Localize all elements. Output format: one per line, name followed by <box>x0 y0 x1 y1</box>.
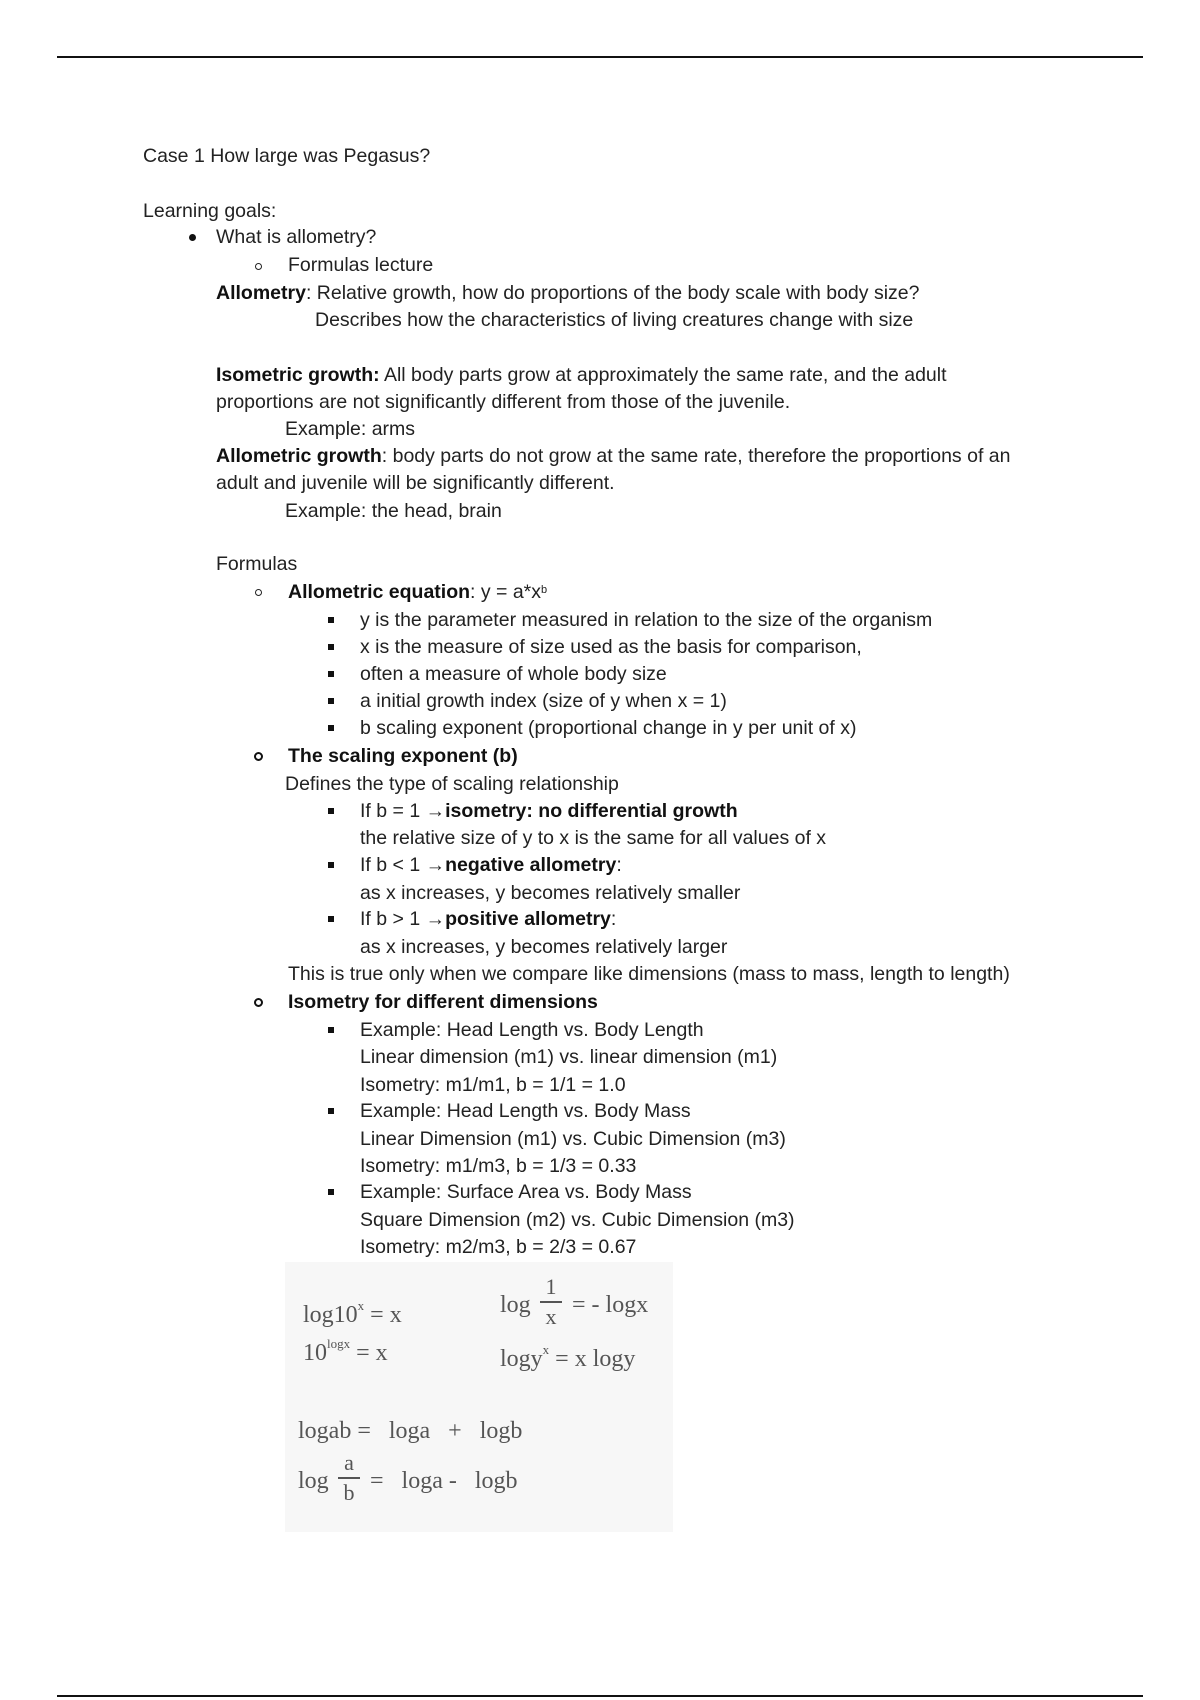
scaling-item-term: negative allometry <box>445 854 617 876</box>
dims-isometry: Isometry: m1/m1, b = 1/1 = 1.0 <box>360 1074 626 1096</box>
dims-description: Linear dimension (m1) vs. linear dimension (m1) <box>360 1046 778 1068</box>
log-rule-4-base: logy <box>500 1346 543 1372</box>
log-rule-3-rhs: = - logx <box>572 1292 649 1318</box>
arrow-right-icon: → <box>425 800 446 822</box>
allometric-def2: adult and juvenile will be significantly different. <box>216 472 615 494</box>
circle-bullet-icon <box>255 589 262 596</box>
equation-bullet: b scaling exponent (proportional change in y per unit of x) <box>360 717 857 739</box>
dims-description: Linear Dimension (m1) vs. Cubic Dimension (m3) <box>360 1128 786 1150</box>
equation-bullet: a initial growth index (size of y when x = 1) <box>360 690 727 712</box>
allometry-description: Describes how the characteristics of living creatures change with size <box>315 309 914 331</box>
scaling-heading-text: The scaling exponent (b) <box>288 745 518 767</box>
isometric-def1: All body parts grow at approximately the same rate, and the adult <box>379 364 947 386</box>
equation-exponent: b <box>541 584 548 596</box>
equation-bullet: often a measure of whole body size <box>360 663 667 685</box>
learning-goals-label: Learning goals: <box>143 200 277 222</box>
arrow-right-icon: → <box>425 908 446 930</box>
scaling-intro: Defines the type of scaling relationship <box>285 773 619 795</box>
log-rule-6-den: b <box>343 1479 355 1505</box>
isometric-def2: proportions are not significantly different from those of the juvenile. <box>216 391 791 413</box>
bullet-dot-icon <box>189 234 196 241</box>
allometric-equation <box>288 579 547 605</box>
isometric-term: Isometric growth: <box>216 364 380 386</box>
log-rule-1 <box>303 1298 402 1329</box>
scaling-item-post: : <box>616 854 622 876</box>
log-rule-2-sup: logx <box>327 1336 351 1351</box>
square-bullet-icon <box>328 808 334 814</box>
log-rule-4 <box>500 1342 636 1373</box>
log-rule-2-base: 10 <box>303 1340 327 1366</box>
formulas-label: Formulas <box>216 553 298 575</box>
arrow-right-icon: → <box>425 854 446 876</box>
dims-isometry: Isometry: m1/m3, b = 1/3 = 0.33 <box>360 1155 637 1177</box>
circle-bullet-icon <box>255 263 262 270</box>
log-rule-6-fraction <box>338 1450 360 1506</box>
isometric-example: Example: arms <box>285 418 416 440</box>
square-bullet-icon <box>328 1108 334 1114</box>
dims-example: Example: Head Length vs. Body Length <box>360 1019 704 1041</box>
log-rule-3-den: x <box>545 1303 557 1329</box>
footer-rule <box>57 1695 1143 1697</box>
log-rule-6-log: log <box>298 1468 329 1494</box>
log-rule-1-sup: x <box>357 1298 365 1313</box>
scaling-item-desc: as x increases, y becomes relatively smaller <box>360 882 741 904</box>
isometric-definition <box>216 362 947 388</box>
allometry-definition <box>216 280 919 306</box>
scaling-item-condition: If b = 1 <box>360 800 426 822</box>
allometric-term: Allometric growth <box>216 445 382 467</box>
square-bullet-icon <box>328 644 334 650</box>
log-rule-4-sup: x <box>542 1342 550 1357</box>
allometric-definition <box>216 443 1010 469</box>
log-rule-1-rhs: = x <box>364 1302 402 1328</box>
scaling-heading <box>288 743 518 769</box>
allometric-example: Example: the head, brain <box>285 500 502 522</box>
dims-example: Example: Surface Area vs. Body Mass <box>360 1181 692 1203</box>
log-rule-2-rhs: = x <box>350 1340 388 1366</box>
square-bullet-icon <box>328 725 334 731</box>
log-rule-3-log: log <box>500 1292 531 1318</box>
square-bullet-icon <box>328 698 334 704</box>
dims-description: Square Dimension (m2) vs. Cubic Dimension (m3) <box>360 1209 795 1231</box>
log-rule-6-rhs: = loga - logb <box>370 1468 518 1494</box>
scaling-note: This is true only when we compare like dimensions (mass to mass, length to length) <box>288 963 1010 985</box>
square-bullet-icon <box>328 1027 334 1033</box>
scaling-item-desc: the relative size of y to x is the same for all values of x <box>360 827 827 849</box>
equation-bullet: y is the parameter measured in relation to the size of the organism <box>360 609 933 631</box>
scaling-item <box>360 852 622 878</box>
goal-item: What is allometry? <box>216 226 377 248</box>
fraction-bar <box>540 1301 562 1303</box>
scaling-item-term: isometry: no differential growth <box>445 800 738 822</box>
allometric-def1: : body parts do not grow at the same rate, therefore the proportions of an <box>381 445 1011 467</box>
log-rule-2 <box>303 1336 388 1367</box>
equation-expr: : y = a*x <box>470 581 542 603</box>
square-bullet-icon <box>328 862 334 868</box>
square-bullet-icon <box>328 1189 334 1195</box>
log-rule-5: logab = loga + logb <box>298 1418 523 1444</box>
goal-subitem: Formulas lecture <box>288 254 434 276</box>
scaling-item-condition: If b < 1 <box>360 854 426 876</box>
scaling-item-post: : <box>610 908 617 930</box>
allometry-term: Allometry <box>216 282 306 304</box>
circle-bullet-icon <box>254 752 263 761</box>
fraction-bar <box>338 1477 360 1479</box>
scaling-item-term: positive allometry <box>445 908 611 930</box>
header-rule <box>57 56 1143 58</box>
isometry-dims-heading-text: Isometry for different dimensions <box>288 991 598 1013</box>
circle-bullet-icon <box>254 998 263 1007</box>
page-title: Case 1 How large was Pegasus? <box>143 145 431 167</box>
square-bullet-icon <box>328 916 334 922</box>
log-rule-3-num: 1 <box>545 1274 557 1299</box>
scaling-item <box>360 906 616 932</box>
log-rule-4-rhs: = x logy <box>549 1346 636 1372</box>
square-bullet-icon <box>328 617 334 623</box>
log-rule-1-base: log10 <box>303 1302 358 1328</box>
scaling-item-desc: as x increases, y becomes relatively larger <box>360 936 728 958</box>
isometry-dims-heading <box>288 989 598 1015</box>
dims-isometry: Isometry: m2/m3, b = 2/3 = 0.67 <box>360 1236 637 1258</box>
log-rule-6-num: a <box>344 1450 354 1475</box>
equation-term: Allometric equation <box>288 581 471 603</box>
allometry-def: : Relative growth, how do proportions of the body scale with body size? <box>305 282 920 304</box>
scaling-item-condition: If b > 1 <box>360 908 426 930</box>
scaling-item <box>360 798 738 824</box>
square-bullet-icon <box>328 671 334 677</box>
dims-example: Example: Head Length vs. Body Mass <box>360 1100 691 1122</box>
log-rule-3-fraction <box>540 1274 562 1330</box>
equation-bullet: x is the measure of size used as the basis for comparison, <box>360 636 862 658</box>
